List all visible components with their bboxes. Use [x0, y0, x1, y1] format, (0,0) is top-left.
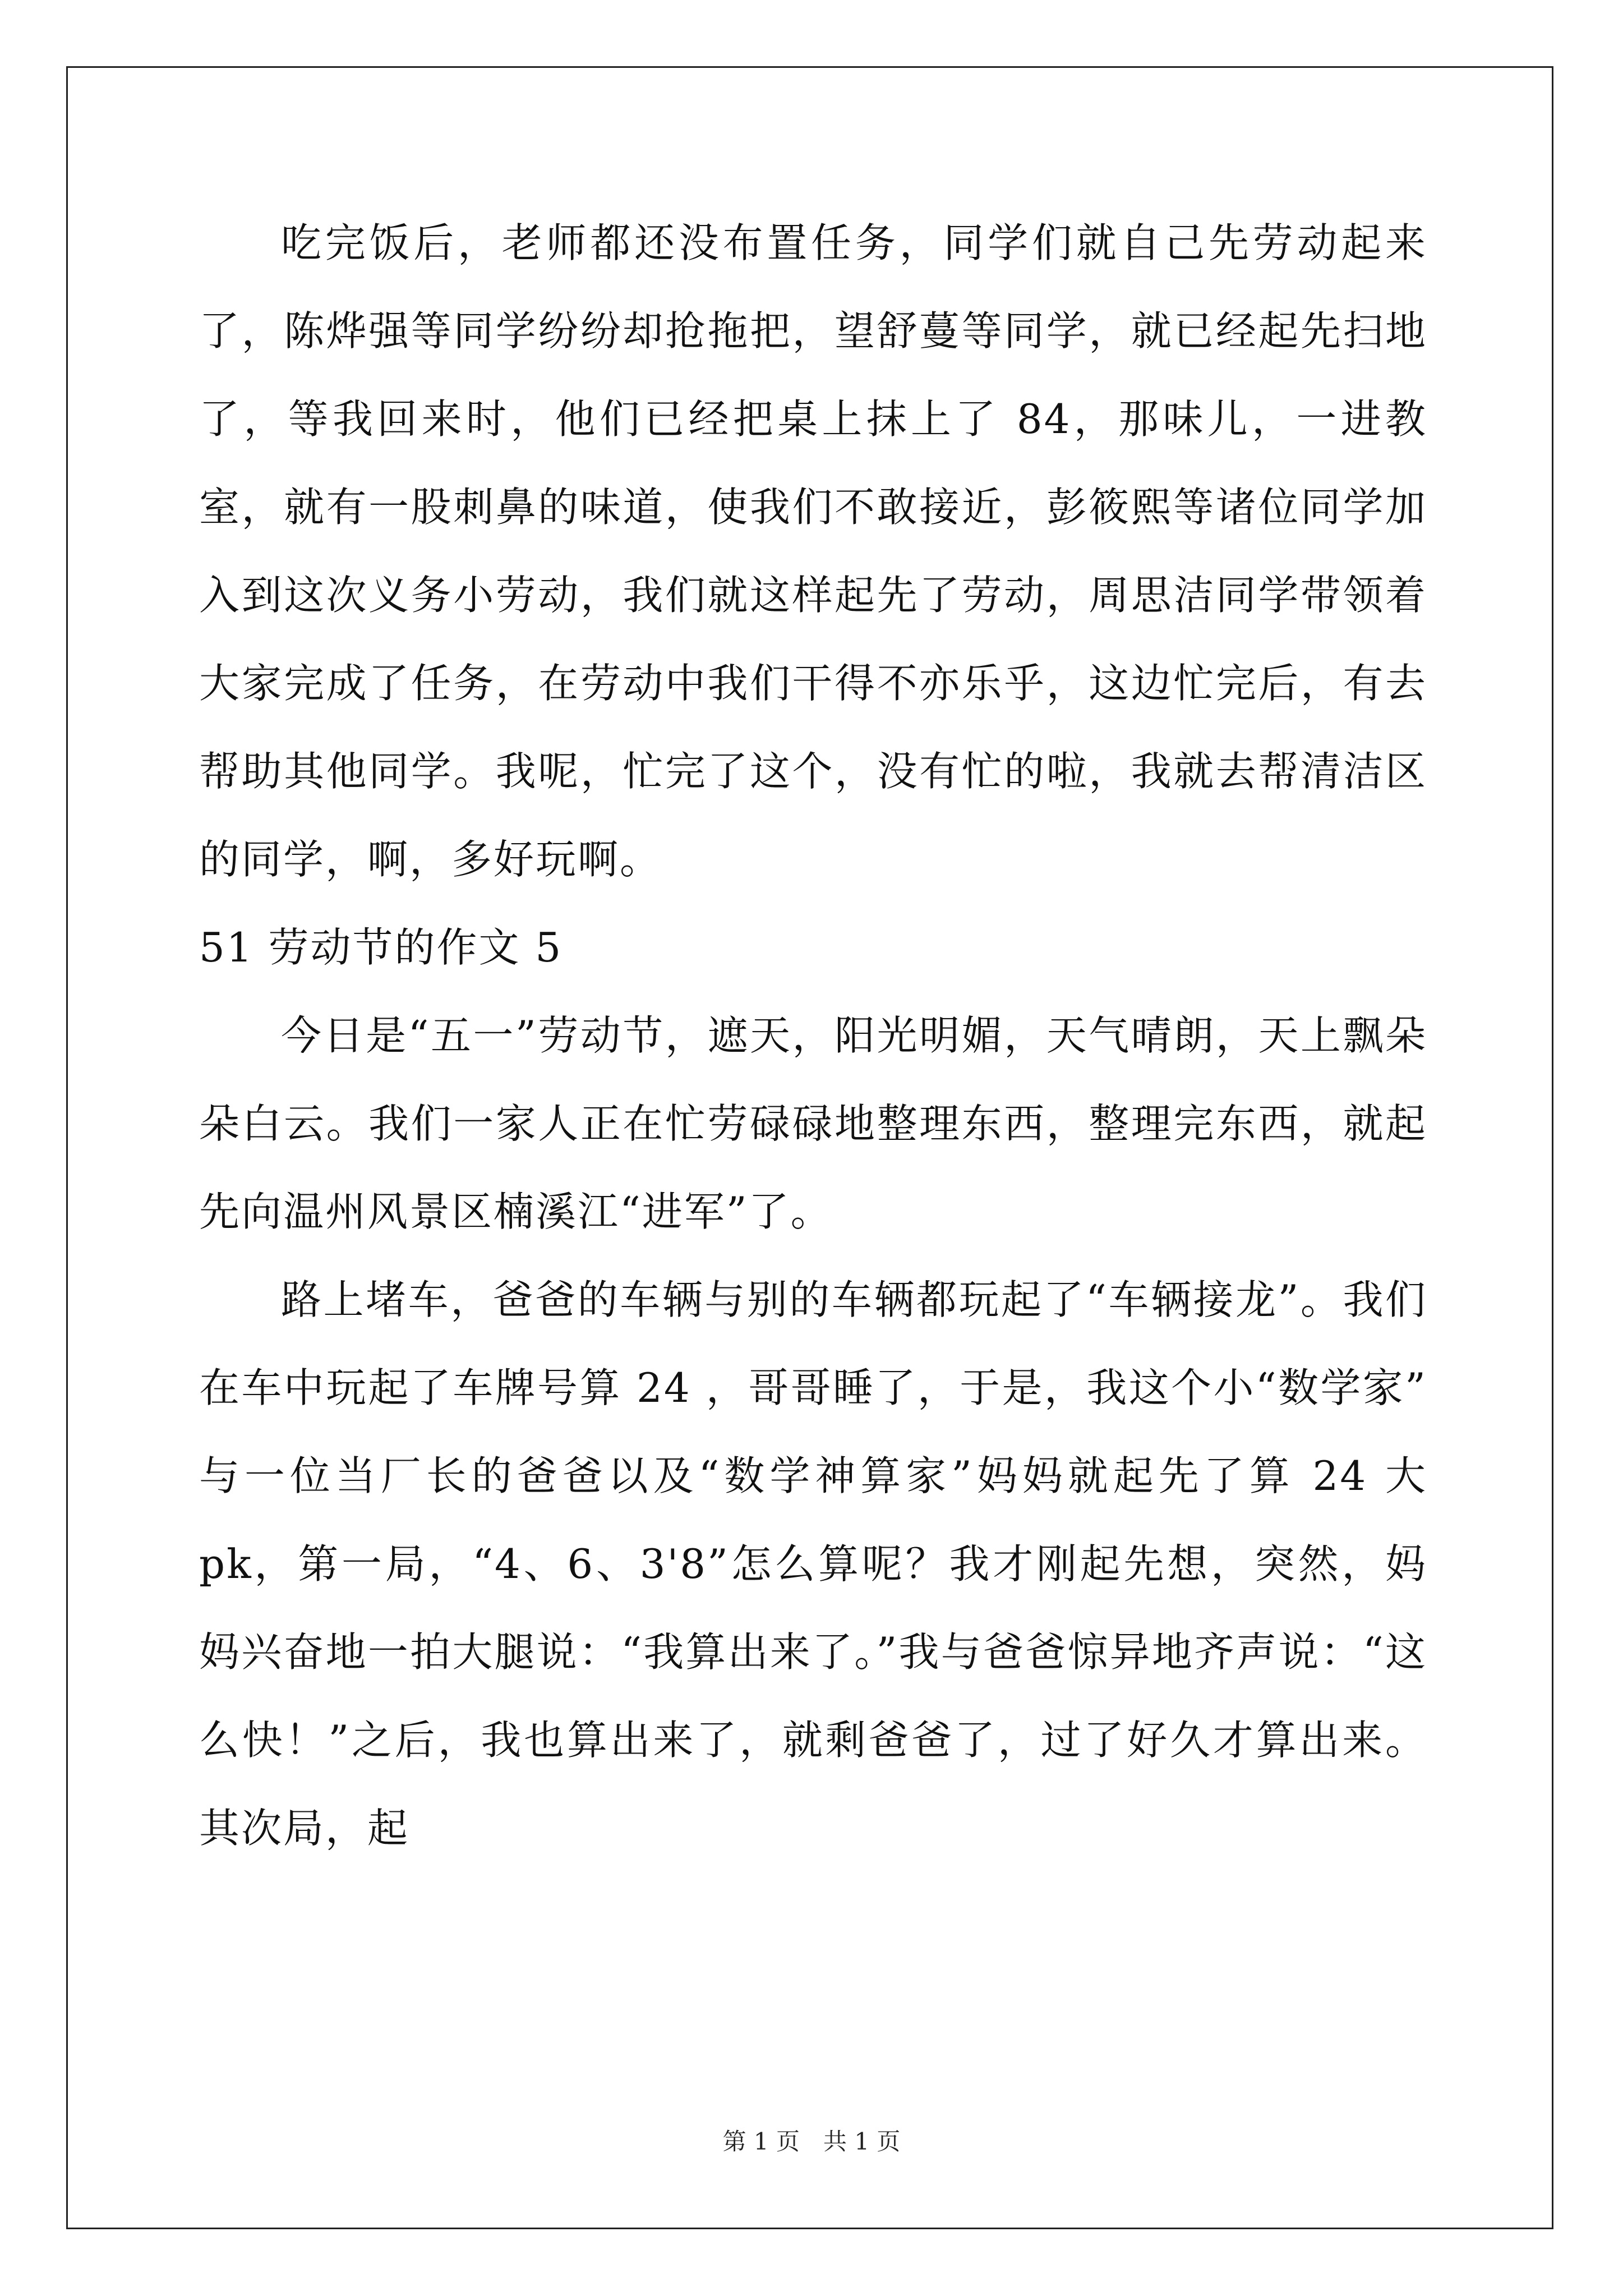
document-body [199, 199, 1427, 1872]
paragraph: 吃完饭后，老师都还没布置任务，同学们就自己先劳动起来了，陈烨强等同学纷纷却抢拖把，望舒蔓等同学，就已经起先扫地了，等我回来时，他们已经把桌上抹上了 84，那味儿，一进教室，就有一股刺鼻的味道，使我们不敢接近，彭筱熙等诸位同学加入到这次义务小劳动，我们就这样起先了劳动，周思洁同学带领着大家完成了任务，在劳动中我们干得不亦乐乎，这边忙完后，有去帮助其他同学。我呢，忙完了这个，没有忙的啦，我就去帮清洁区的同学，啊，多好玩啊。 [199, 219, 1427, 883]
section-heading: 51 劳动节的作文 5 [199, 924, 563, 971]
paragraph: 今日是“五一”劳动节，遮天，阳光明媚，天气晴朗，天上飘朵朵白云。我们一家人正在忙劳碌碌地整理东西，整理完东西，就起先向温州风景区楠溪江“进军”了。 [199, 1012, 1427, 1235]
paragraph: 路上堵车，爸爸的车辆与别的车辆都玩起了“车辆接龙”。我们在车中玩起了车牌号算 24 ，哥哥睡了，于是，我这个小“数学家” 与一位当厂长的爸爸以及“数学神算家”妈妈就起先了算 24 大 pk，第一局，“4、6、3'8”怎么算呢？我才刚起先想，突然，妈妈兴奋地一拍大腿说：“我算出来了。”我与爸爸惊异地齐声说：“这么快！”之后，我也算出来了，就剩爸爸了，过了好久才算出来。其次局，起 [199, 1276, 1427, 1852]
page-footer: 第 1 页 共 1 页 [722, 2128, 901, 2155]
